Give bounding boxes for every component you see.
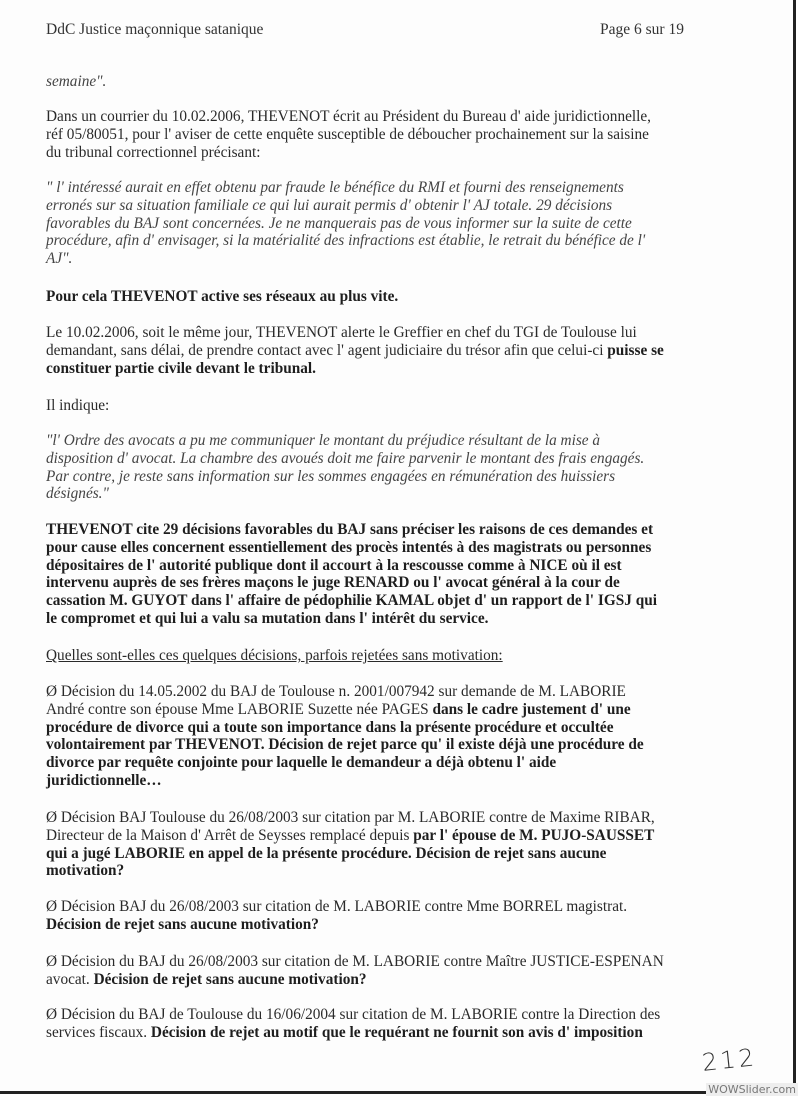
paragraph: [46, 953, 664, 989]
text-line: [46, 215, 645, 233]
text-segment: André contre son épouse Mme LABORIE Suzette née PAGES: [46, 700, 433, 718]
text-segment: Quelles sont-elles ces quelques décisions, parfois rejetées sans motivation:: [46, 647, 503, 664]
text-line: [46, 144, 651, 162]
paragraph: [46, 647, 503, 665]
text-line: [46, 360, 664, 378]
text-line: [46, 754, 644, 772]
text-line: [46, 126, 651, 144]
text-line: [46, 1024, 660, 1042]
text-segment: le compromet et qui lui a valu sa mutation dans l' intérêt du service.: [46, 609, 489, 627]
text-segment: Directeur de la Maison d' Arrêt de Seysses remplacé depuis: [46, 826, 414, 844]
text-line: [46, 397, 109, 415]
text-line: [46, 827, 655, 845]
text-line: [46, 324, 664, 342]
text-segment: du tribunal correctionnel précisant:: [46, 143, 261, 161]
text-line: [46, 1006, 660, 1024]
watermark: WOWSlider.com: [708, 1083, 796, 1096]
text-segment: Le 10.02.2006, soit le même jour, THEVENOT alerte le Greffier en chef du TGI de Toulouse lui: [46, 324, 637, 341]
text-line: [46, 610, 657, 628]
text-segment: Il indique:: [46, 397, 110, 414]
page-number: Page 6 sur 19: [600, 21, 684, 38]
text-segment: constituer partie civile devant le tribunal.: [46, 359, 316, 377]
text-line: [46, 898, 627, 916]
header-title: DdC Justice maçonnique satanique: [46, 21, 264, 38]
text-line: [46, 468, 644, 486]
text-segment: réf 05/80051, pour l' aviser de cette enquête susceptible de déboucher prochainement sur la saisine: [46, 125, 649, 143]
text-line: [46, 485, 644, 503]
paragraph: [46, 898, 627, 934]
text-line: [46, 450, 644, 468]
text-segment: par l' épouse de M. PUJO-SAUSSET: [413, 826, 655, 844]
text-segment: Décision de rejet sans aucune motivation?: [46, 915, 319, 933]
text-line: [46, 432, 644, 450]
text-line: [46, 809, 655, 827]
text-segment: avocat.: [46, 970, 94, 988]
paragraph: [46, 809, 655, 880]
text-line: [46, 197, 645, 215]
text-segment: motivation?: [46, 862, 125, 880]
text-segment: puisse se: [607, 341, 664, 359]
text-line: [46, 574, 657, 592]
paragraph: [46, 108, 651, 161]
text-line: [46, 772, 644, 790]
text-line: [46, 701, 644, 719]
text-line: [46, 179, 645, 197]
text-segment: services fiscaux.: [46, 1023, 151, 1041]
text-line: [46, 73, 106, 91]
text-segment: favorables du BAJ sont concernées. Je ne manquerais pas de vous informer sur la suite de cette: [46, 214, 632, 232]
text-segment: dans le cadre justement d' une: [432, 700, 631, 718]
text-line: [46, 916, 627, 934]
text-segment: semaine".: [46, 73, 107, 90]
text-segment: Par contre, je reste sans information sur les sommes engagées en rémunération des huissiers: [46, 467, 616, 485]
text-line: [46, 342, 664, 360]
text-line: [46, 953, 664, 971]
text-segment: dépositaires de l' autorité publique dont il accourt à la rescousse comme à NICE où il est: [46, 556, 622, 574]
paragraph: [46, 73, 106, 91]
text-line: [46, 592, 657, 610]
text-line: [46, 288, 398, 306]
text-segment: divorce par requête conjointe pour laquelle le demandeur a déjà obtenu l' aide: [46, 754, 557, 772]
text-line: [46, 971, 664, 989]
paragraph: [46, 179, 645, 268]
paragraph: [46, 324, 664, 377]
text-segment: AJ".: [46, 250, 73, 268]
text-line: [46, 719, 644, 737]
text-line: [46, 557, 657, 575]
text-segment: procédure, afin d' envisager, si la matérialité des infractions est établie, le retrait du bénéfice de l': [46, 232, 646, 250]
text-line: [46, 232, 645, 250]
paragraph: [46, 683, 644, 790]
text-segment: volontairement par THEVENOT. Décision de rejet parce qu' il existe déjà une procédure de: [46, 736, 644, 754]
text-line: [46, 736, 644, 754]
text-segment: Décision de rejet sans aucune motivation?: [93, 970, 367, 988]
text-segment: Ø Décision du BAJ du 26/08/2003 sur citation de M. LABORIE contre Maître JUSTICE-ESPENAN: [46, 953, 664, 970]
text-segment: Ø Décision du BAJ de Toulouse du 16/06/2004 sur citation de M. LABORIE contre la Direction des: [46, 1006, 661, 1023]
text-segment: "l' Ordre des avocats a pu me communiquer le montant du préjudice résultant de la mise à: [46, 432, 601, 449]
text-line: [46, 108, 651, 126]
paragraph: [46, 397, 109, 415]
text-segment: Ø Décision BAJ Toulouse du 26/08/2003 sur citation par M. LABORIE contre de Maxime RIBAR,: [46, 809, 655, 826]
text-segment: demandant, sans délai, de prendre contact avec l' agent judiciaire du trésor afin que celui-ci: [46, 341, 608, 359]
paragraph: [46, 288, 398, 306]
text-line: [46, 521, 657, 539]
paragraph: [46, 432, 644, 503]
text-segment: juridictionnelle…: [46, 771, 162, 789]
text-segment: Ø Décision du 14.05.2002 du BAJ de Toulouse n. 2001/007942 sur demande de M. LABORIE: [46, 683, 626, 700]
text-segment: Ø Décision BAJ du 26/08/2003 sur citation de M. LABORIE contre Mme BORREL magistrat.: [46, 898, 628, 915]
text-line: [46, 647, 503, 665]
paragraph: [46, 1006, 660, 1042]
text-segment: intervenu auprès de ses frères maçons le juge RENARD ou l' avocat général à la cour de: [46, 574, 620, 592]
text-segment: qui a jugé LABORIE en appel de la présente procédure. Décision de rejet sans aucune: [46, 844, 607, 862]
text-segment: erronés sur sa situation familiale ce qui lui aurait permis d' obtenir l' AJ totale. 29 décisions: [46, 196, 613, 214]
paragraph: [46, 521, 657, 628]
text-line: [46, 845, 655, 863]
text-segment: THEVENOT cite 29 décisions favorables du BAJ sans préciser les raisons de ces demandes et: [46, 521, 654, 538]
text-line: [46, 250, 645, 268]
text-segment: désignés.": [46, 485, 109, 503]
text-segment: Pour cela THEVENOT active ses réseaux au plus vite.: [46, 288, 399, 305]
text-segment: Décision de rejet au motif que le requérant ne fournit son avis d' imposition: [150, 1023, 643, 1041]
text-segment: cassation M. GUYOT dans l' affaire de pédophilie KAMAL objet d' un rapport de l' IGSJ qui: [46, 592, 657, 610]
text-segment: procédure de divorce qui a toute son importance dans la présente procédure et occultée: [46, 718, 614, 736]
text-segment: pour cause elles concernent essentiellement des procès intentés à des magistrats ou personnes: [46, 538, 652, 556]
text-segment: Dans un courrier du 10.02.2006, THEVENOT écrit au Président du Bureau d' aide juridictionnelle,: [46, 108, 651, 125]
text-line: [46, 539, 657, 557]
text-segment: disposition d' avocat. La chambre des avoués doit me faire parvenir le montant des frais engagés.: [46, 449, 645, 467]
text-line: [46, 683, 644, 701]
handwritten-page-number: 212: [700, 1043, 759, 1077]
text-line: [46, 862, 655, 880]
text-segment: " l' intéressé aurait en effet obtenu par fraude le bénéfice du RMI et fourni des renseignements: [46, 179, 624, 196]
